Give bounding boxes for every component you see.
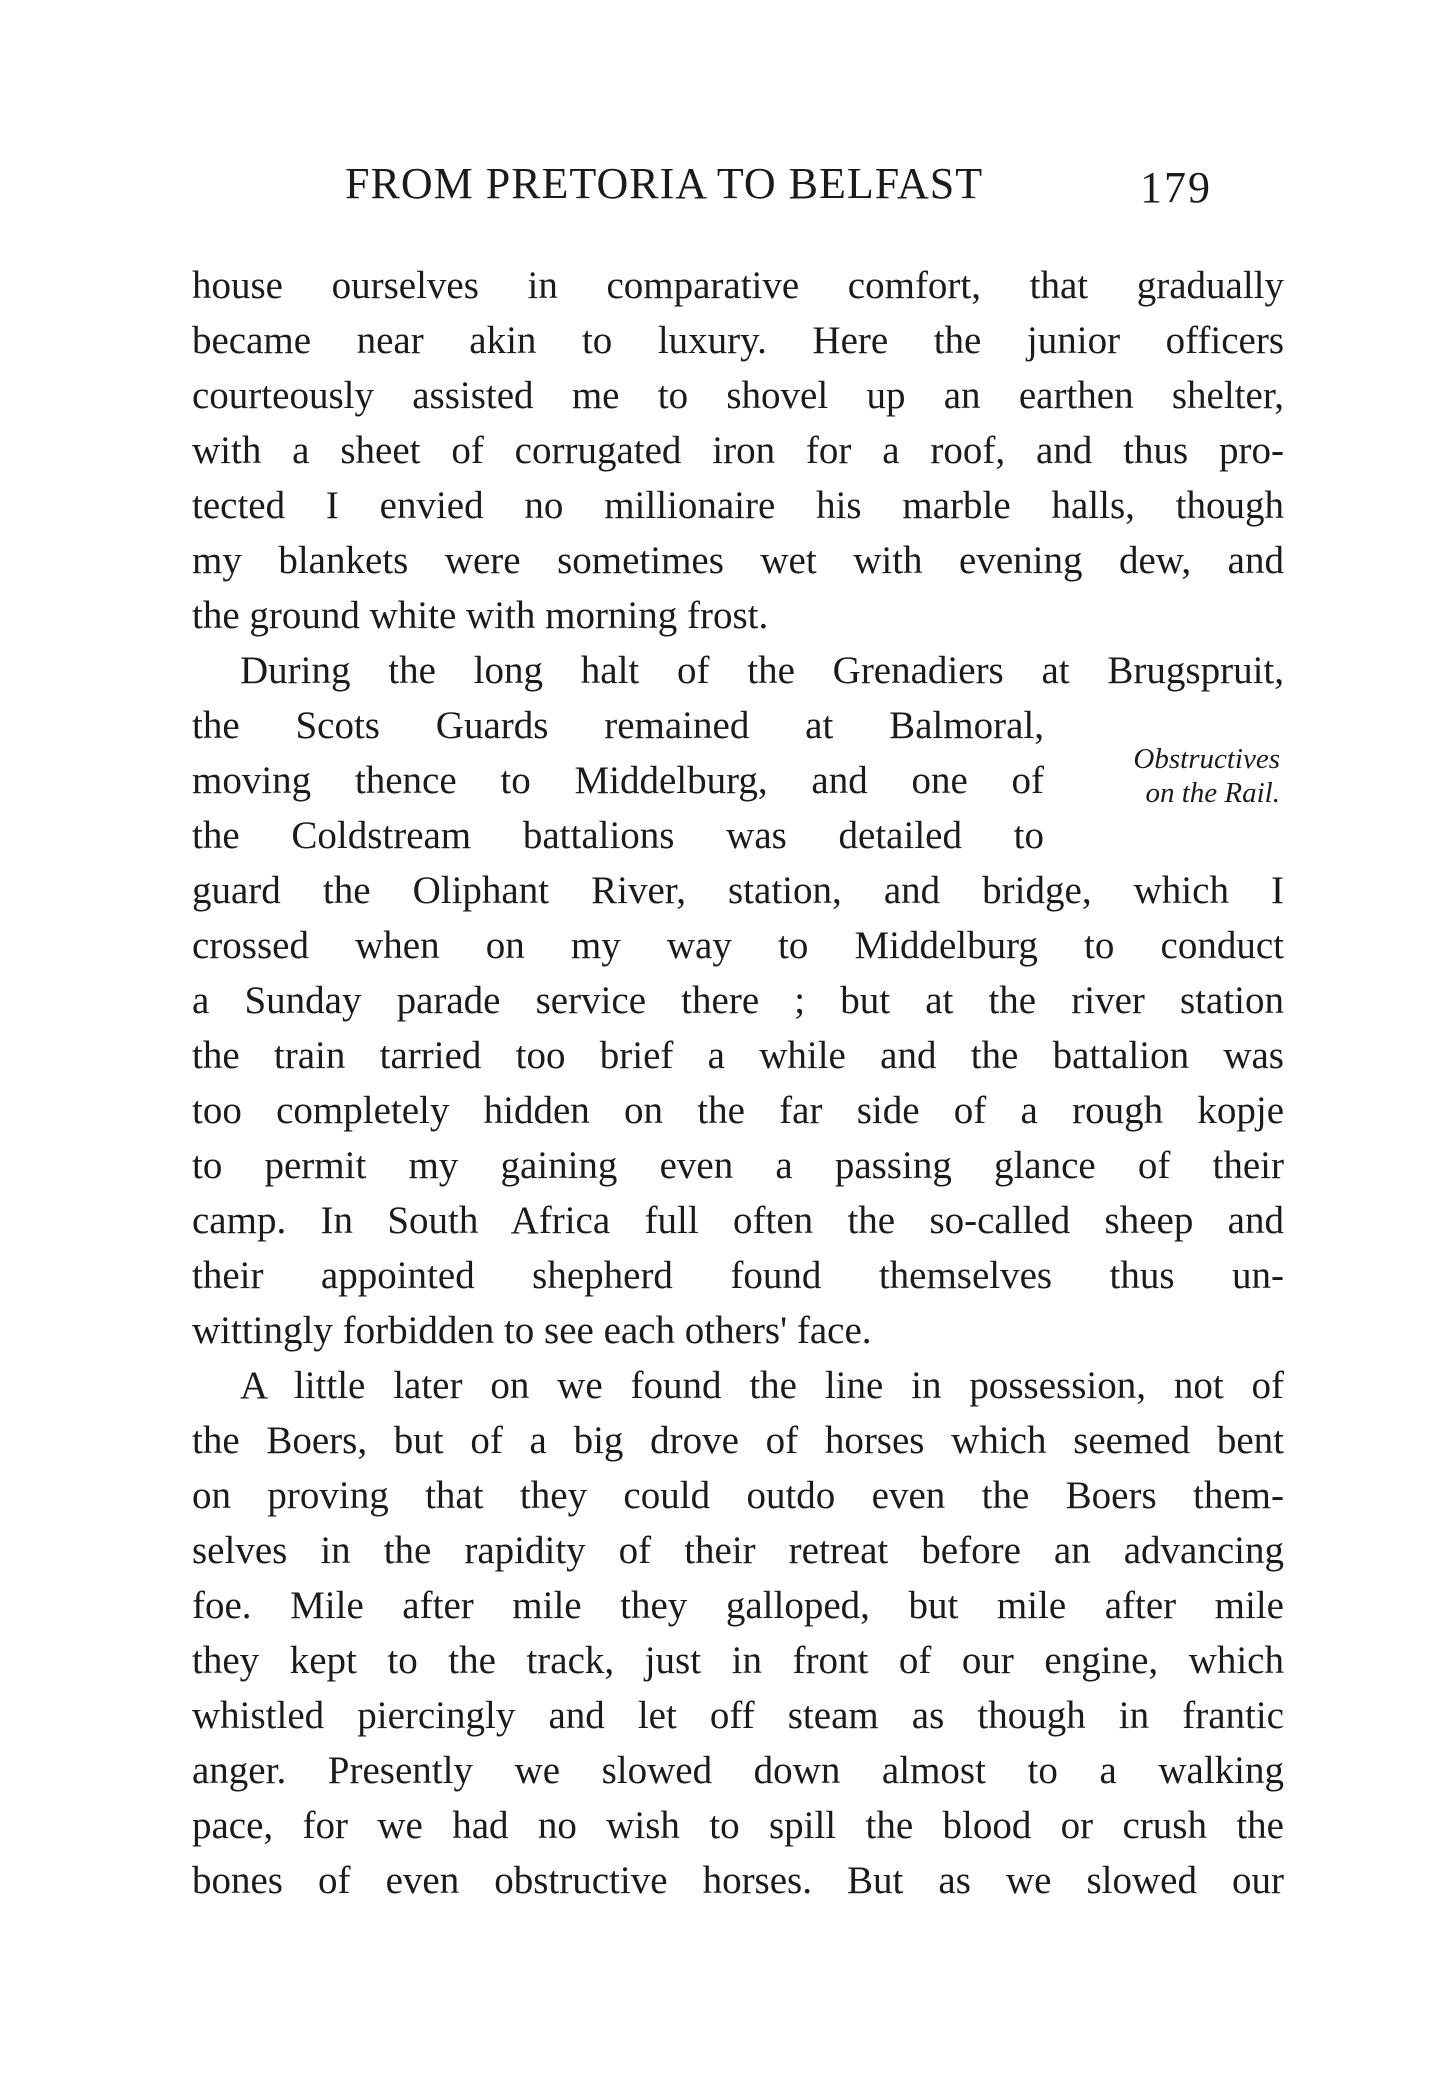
- running-title: FROM PRETORIA TO BELFAST: [345, 159, 984, 208]
- text-line: house ourselves in comparative comfort, that gradually: [192, 264, 1284, 307]
- text-line: to permit my gaining even a passing glance of their: [192, 1144, 1284, 1187]
- paragraph-3: [192, 1358, 1284, 1908]
- margin-note-line: Obstructives: [1133, 743, 1280, 775]
- paragraph-1: [192, 258, 1284, 643]
- text-line: During the long halt of the Grenadiers at Brugspruit,: [240, 649, 1284, 692]
- text-line: whistled piercingly and let off steam as though in frantic: [192, 1694, 1284, 1737]
- text-line: the Scots Guards remained at Balmoral,: [192, 704, 1044, 747]
- text-line: my blankets were sometimes wet with evening dew, and: [192, 539, 1284, 582]
- text-line: anger. Presently we slowed down almost to a walking: [192, 1749, 1284, 1792]
- text-line: the train tarried too brief a while and the battalion was: [192, 1034, 1284, 1077]
- text-line: tected I envied no millionaire his marble halls, though: [192, 484, 1284, 527]
- text-line: the Boers, but of a big drove of horses which seemed bent: [192, 1419, 1284, 1462]
- text-line: camp. In South Africa full often the so-called sheep and: [192, 1199, 1284, 1242]
- text-line: wittingly forbidden to see each others' face.: [192, 1309, 872, 1352]
- text-line: with a sheet of corrugated iron for a roof, and thus pro-: [192, 429, 1284, 472]
- running-head: [345, 158, 1305, 218]
- text-line: their appointed shepherd found themselves thus un-: [192, 1254, 1284, 1297]
- text-line: foe. Mile after mile they galloped, but mile after mile: [192, 1584, 1284, 1627]
- margin-note: [1090, 742, 1280, 810]
- text-line: A little later on we found the line in possession, not of: [240, 1364, 1284, 1407]
- text-line: crossed when on my way to Middelburg to conduct: [192, 924, 1284, 967]
- text-line: they kept to the track, just in front of our engine, which: [192, 1639, 1284, 1682]
- text-line: too completely hidden on the far side of a rough kopje: [192, 1089, 1284, 1132]
- page-number: 179: [1140, 163, 1212, 212]
- text-line: bones of even obstructive horses. But as we slowed our: [192, 1859, 1284, 1902]
- text-line: pace, for we had no wish to spill the blood or crush the: [192, 1804, 1284, 1847]
- text-line: guard the Oliphant River, station, and bridge, which I: [192, 869, 1284, 912]
- text-line: on proving that they could outdo even the Boers them-: [192, 1474, 1284, 1517]
- text-line: the Coldstream battalions was detailed to: [192, 814, 1044, 857]
- text-line: moving thence to Middelburg, and one of: [192, 759, 1044, 802]
- text-line: courteously assisted me to shovel up an earthen shelter,: [192, 374, 1284, 417]
- margin-note-line: on the Rail.: [1145, 777, 1280, 809]
- text-line: a Sunday parade service there ; but at the river station: [192, 979, 1284, 1022]
- text-line: selves in the rapidity of their retreat before an advancing: [192, 1529, 1284, 1572]
- text-line: became near akin to luxury. Here the junior officers: [192, 319, 1284, 362]
- text-line: the ground white with morning frost.: [192, 594, 769, 637]
